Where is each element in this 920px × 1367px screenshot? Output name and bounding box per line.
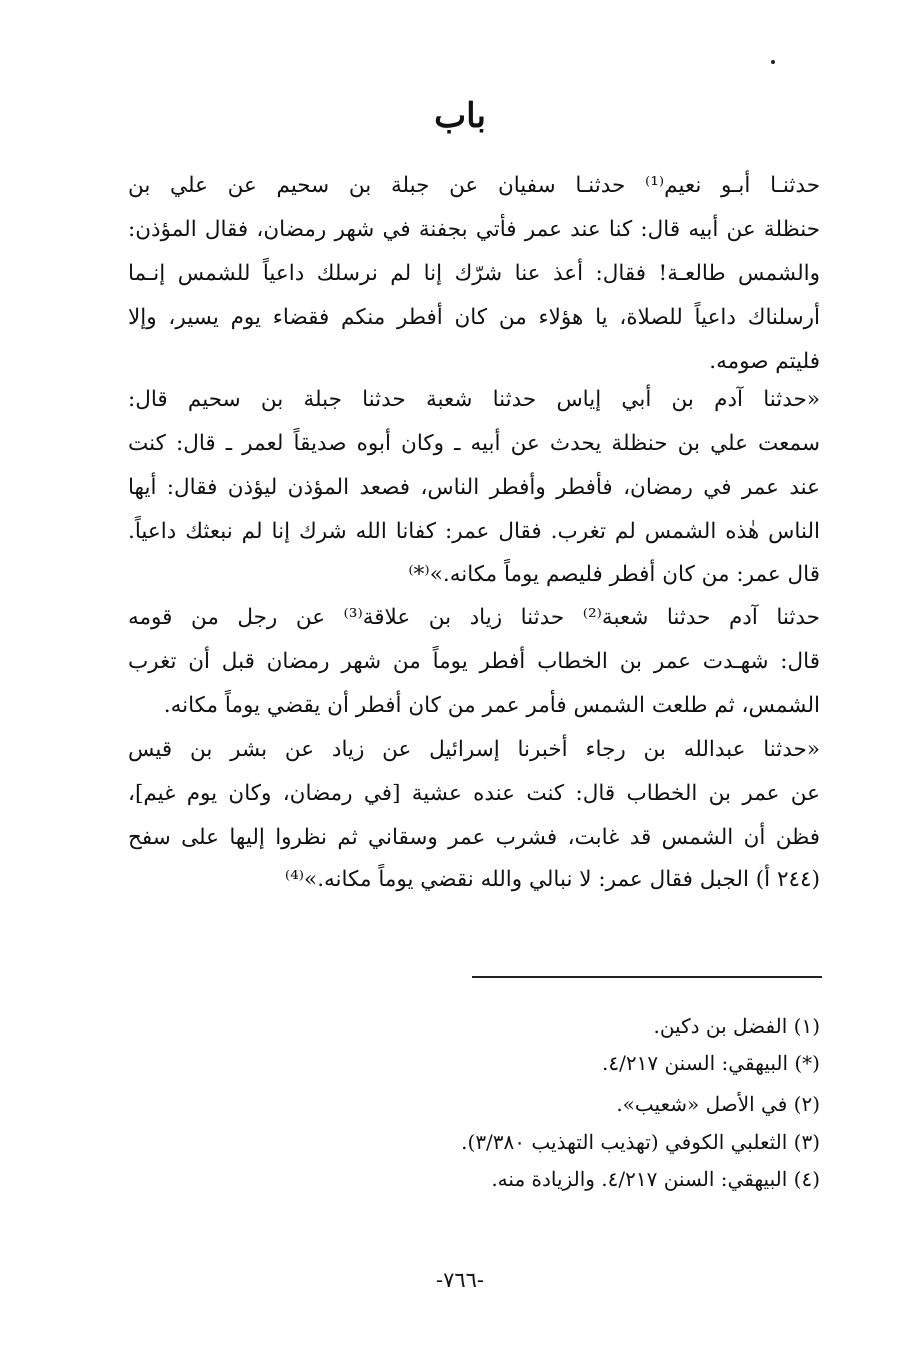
footnote: (٤) البيهقي: السنن ٤/٢١٧. والزيادة منه. — [491, 1167, 820, 1191]
body-line: والشمس طالعـة! فقال: أعذ عنا شرّك إنا لم نرسلك داعياً للشمس إنـما — [128, 261, 820, 286]
body-line: حنظلة عن أبيه قال: كنا عند عمر فأتي بجفنة في شهر رمضان، فقال المؤذن: — [128, 217, 820, 242]
body-line: عن عمر بن الخطاب قال: كنت عنده عشية [في رمضان، وكان يوم غيم]، — [128, 781, 820, 806]
page-speck — [771, 60, 775, 64]
body-line: أرسلناك داعياً للصلاة، يا هؤلاء من كان أفطر منكم فقضاء يوم يسير، وإلا — [128, 305, 820, 330]
body-line: الناس هٰذه الشمس لم تغرب. فقال عمر: كفانا الله شرك إنا لم نبعثك داعياً. — [128, 519, 820, 544]
body-line: «حدثنا آدم بن أبي إياس حدثنا شعبة حدثنا جبلة بن سحيم قال: — [128, 387, 820, 412]
body-line: قال عمر: من كان أفطر فليصم يوماً مكانه.»⁽*⁾ — [408, 562, 820, 587]
body-line: فليتم صومه. — [709, 349, 820, 374]
body-line: حدثنا آدم حدثنا شعبة⁽²⁾ حدثنا زياد بن علاقة⁽³⁾ عن رجل من قومه — [128, 605, 820, 630]
body-line: الشمس، ثم طلعت الشمس فأمر عمر من كان أفطر أن يقضي يوماً مكانه. — [163, 693, 820, 718]
footnote-separator — [472, 976, 822, 978]
body-line: سمعت علي بن حنظلة يحدث عن أبيه ـ وكان أبوه صديقاً لعمر ـ قال: كنت — [128, 431, 820, 456]
body-line: (٢٤٤ أ) الجبل فقال عمر: لا نبالي والله نقضي يوماً مكانه.»⁽⁴⁾ — [284, 867, 820, 892]
chapter-title: باب — [434, 96, 486, 136]
footnote: (١) الفضل بن دكين. — [653, 1014, 820, 1038]
body-line: قال: شهـدت عمر بن الخطاب أفطر يوماً من شهر رمضان قبل أن تغرب — [128, 649, 820, 674]
page-number: -٧٦٦- — [435, 1268, 485, 1292]
body-line: فظن أن الشمس قد غابت، فشرب عمر وسقاني ثم نظروا إليها على سفح — [128, 825, 820, 850]
footnote: (٣) الثعلبي الكوفي (تهذيب التهذيب ٣/٣٨٠). — [461, 1130, 820, 1154]
body-line: حدثنـا أبـو نعيم⁽¹⁾ حدثنـا سفيان عن جبلة بن سحيم عن علي بن — [128, 173, 820, 198]
footnote: (٢) في الأصل «شعيب». — [616, 1092, 820, 1116]
body-line: عند عمر في رمضان، فأفطر وأفطر الناس، فصعد المؤذن ليؤذن فقال: أيها — [128, 475, 820, 500]
footnote: (*) البيهقي: السنن ٤/٢١٧. — [602, 1051, 820, 1075]
body-line: «حدثنا عبدالله بن رجاء أخبرنا إسرائيل عن زياد عن بشر بن قيس — [128, 737, 820, 762]
